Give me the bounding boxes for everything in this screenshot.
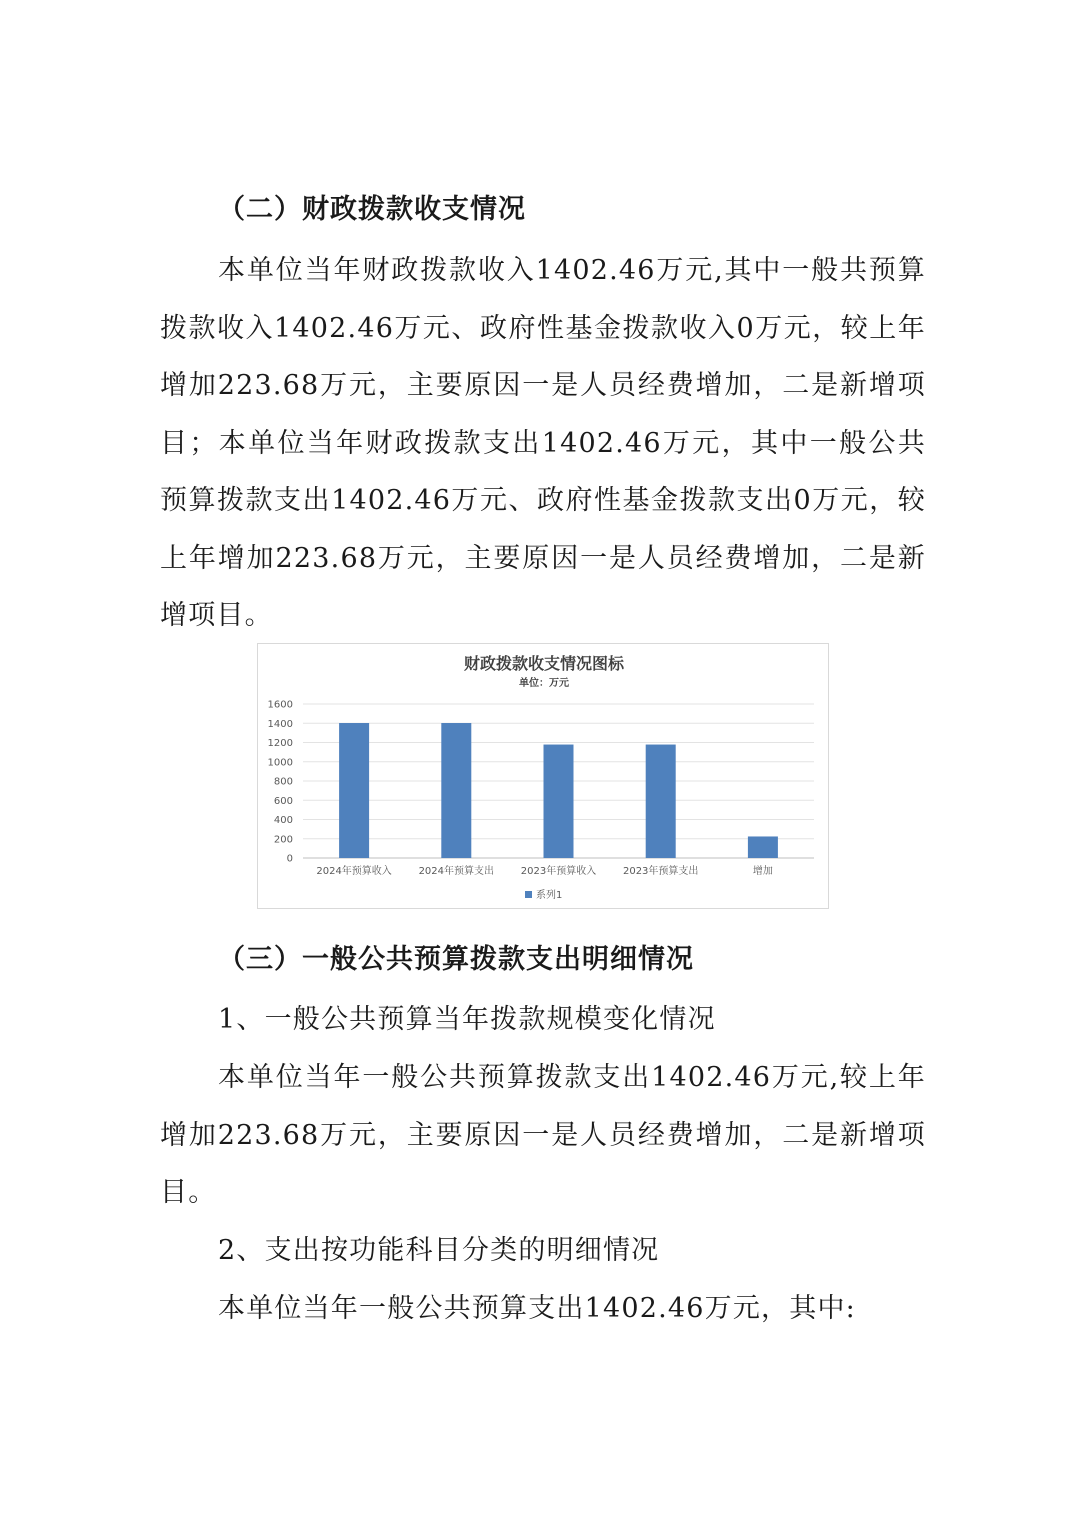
paragraph-functional-detail: 本单位当年一般公共预算支出1402.46万元，其中:	[218, 1293, 856, 1324]
y-tick-label: 800	[273, 776, 293, 788]
x-category-label: 2024年预算支出	[418, 866, 495, 877]
paragraph-scale-change: 本单位当年一般公共预算拨款支出1402.46万元,较上年增加223.68万元，主要原因一是人员经费增加，二是新增项目。	[160, 1062, 926, 1208]
y-tick-label: 1400	[267, 718, 293, 730]
fiscal-chart-svg	[258, 644, 830, 910]
chart-title: 财政拨款收支情况图标	[463, 654, 625, 673]
legend-label: 系列1	[536, 890, 563, 901]
chart-y-ticks	[268, 700, 293, 865]
y-tick-label: 400	[273, 815, 293, 826]
bar	[646, 745, 676, 858]
y-tick-label: 0	[286, 853, 293, 865]
x-category-label: 2024年预算收入	[316, 866, 392, 877]
y-tick-label: 600	[273, 795, 293, 807]
legend-swatch	[525, 891, 532, 898]
bar	[441, 723, 471, 858]
fiscal-chart	[257, 643, 829, 909]
subheading-functional-detail: 2、支出按功能科目分类的明细情况	[218, 1235, 660, 1266]
x-category-label: 2023年预算收入	[520, 866, 597, 877]
x-category-label: 增加	[752, 866, 773, 877]
paragraph-fiscal-appropriation: 本单位当年财政拨款收入1402.46万元,其中一般共预算拨款收入1402.46万元、政府性基金拨款收入0万元，较上年增加223.68万元，主要原因一是人员经费增加，二是新增项目；本单位当年财政拨款支出1402.46万元，其中一般公共预算拨款支出1402.46万元、政府性基金拨款支出0万元，较上年增加223.68万元，主要原因一是人员经费增加，二是新增项目。	[160, 255, 926, 631]
section-heading-general-budget: （三）一般公共预算拨款支出明细情况	[218, 944, 694, 975]
bar	[339, 723, 369, 858]
y-tick-label: 1600	[267, 699, 293, 711]
chart-subtitle: 单位：万元	[519, 678, 569, 689]
chart-bars	[339, 723, 778, 858]
chart-x-labels	[316, 864, 773, 877]
y-tick-label: 200	[273, 834, 293, 846]
x-category-label: 2023年预算支出	[622, 866, 699, 877]
section-heading-fiscal-appropriation: （二）财政拨款收支情况	[218, 194, 526, 225]
subheading-scale-change: 1、一般公共预算当年拨款规模变化情况	[218, 1004, 716, 1035]
bar	[544, 745, 574, 858]
y-tick-label: 1200	[267, 738, 293, 749]
bar	[748, 836, 778, 858]
y-tick-label: 1000	[267, 757, 293, 769]
